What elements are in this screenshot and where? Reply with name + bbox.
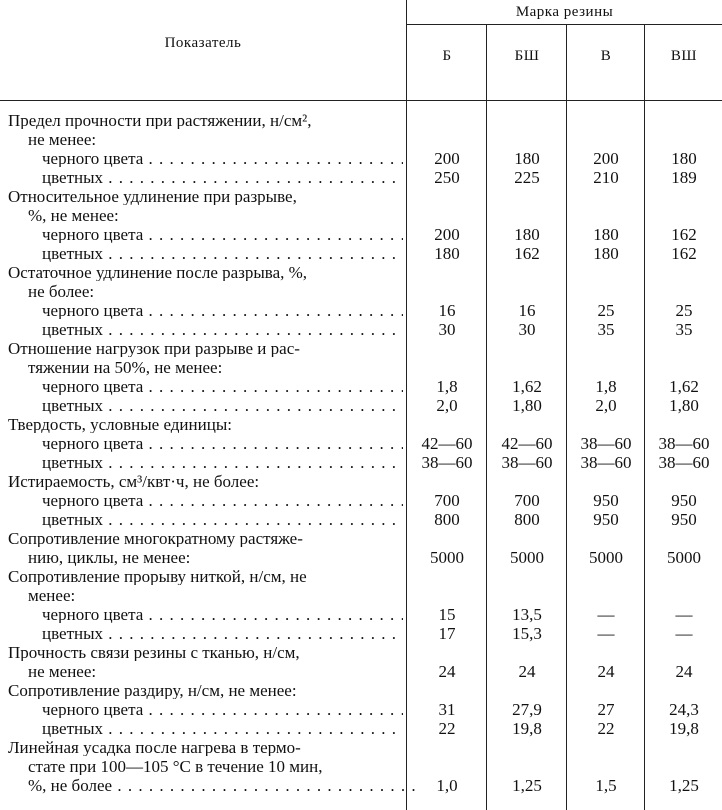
value-cell: — <box>675 624 693 643</box>
grade-group-header: Марка резины <box>515 4 614 20</box>
indicator-label-line: Линейная усадка после нагрева в термо- <box>8 739 301 756</box>
value-cell: 200 <box>434 225 460 244</box>
value-cell: 15 <box>438 605 456 624</box>
indicator-label <box>28 777 423 794</box>
sub-indicator-label <box>42 701 403 718</box>
value-cell: 19,8 <box>669 719 699 738</box>
indicator-label-line: не более: <box>28 283 95 300</box>
sub-indicator-text: черного цвета . . . <box>42 492 403 509</box>
value-cell: 27 <box>597 700 615 719</box>
sub-indicator-label <box>42 606 403 623</box>
indicator-label-line: не менее: <box>28 131 97 148</box>
indicator-label-line: нию, циклы, не менее: <box>28 549 191 566</box>
value-cell: 24 <box>438 662 456 681</box>
sub-indicator-text: цветных . . . <box>42 625 403 642</box>
indicator-label-line: Сопротивление прорыву ниткой, н/см, не <box>8 568 307 585</box>
indicator-label <box>28 663 423 680</box>
indicator-label <box>8 188 403 205</box>
indicator-label <box>8 644 403 661</box>
column-header-b: Б <box>442 48 452 64</box>
value-cell: 5000 <box>430 548 464 567</box>
value-cell: 25 <box>675 301 693 320</box>
value-cell: 38—60 <box>658 453 710 472</box>
column-divider <box>486 24 487 810</box>
sub-indicator-label <box>42 454 403 471</box>
value-cell: 35 <box>597 320 615 339</box>
value-cell: 162 <box>671 244 697 263</box>
value-cell: 950 <box>671 491 697 510</box>
sub-indicator-label <box>42 435 403 452</box>
sub-indicator-text: цветных . . . <box>42 720 403 737</box>
indicator-label-line: %, не более . . . <box>28 777 423 794</box>
sub-indicator-label <box>42 321 403 338</box>
indicator-label-line: Отношение нагрузок при разрыве и рас- <box>8 340 300 357</box>
value-cell: 30 <box>438 320 456 339</box>
value-cell: 225 <box>514 168 540 187</box>
value-cell: 24 <box>518 662 536 681</box>
value-cell: 1,0 <box>436 776 458 795</box>
value-cell: 24,3 <box>669 700 699 719</box>
indicator-label <box>28 131 423 148</box>
column-divider <box>406 0 407 810</box>
sub-indicator-label <box>42 625 403 642</box>
value-cell: 38—60 <box>421 453 473 472</box>
indicator-label-line: Истираемость, см³/квт·ч, не более: <box>8 473 260 490</box>
value-cell: 38—60 <box>580 453 632 472</box>
value-cell: 162 <box>514 244 540 263</box>
value-cell: 35 <box>675 320 693 339</box>
indicator-label-line: Остаточное удлинение после разрыва, %, <box>8 264 308 281</box>
value-cell: 180 <box>671 149 697 168</box>
value-cell: 38—60 <box>580 434 632 453</box>
sub-indicator-text: черного цвета . . . <box>42 150 403 167</box>
header-bottom-rule <box>0 100 722 101</box>
sub-indicator-text: цветных . . . <box>42 397 403 414</box>
sub-indicator-label <box>42 150 403 167</box>
value-cell: 250 <box>434 168 460 187</box>
indicator-label-line: Прочность связи резины с тканью, н/см, <box>8 644 300 661</box>
value-cell: 22 <box>438 719 456 738</box>
indicator-label-line: менее: <box>28 587 76 604</box>
value-cell: 38—60 <box>501 453 553 472</box>
value-cell: 180 <box>514 149 540 168</box>
value-cell: 19,8 <box>512 719 542 738</box>
indicator-label <box>28 207 423 224</box>
value-cell: 180 <box>593 244 619 263</box>
indicator-label <box>28 359 423 376</box>
indicator-label-line: Сопротивление многократному растяже- <box>8 530 303 547</box>
value-cell: 13,5 <box>512 605 542 624</box>
value-cell: 800 <box>514 510 540 529</box>
value-cell: 1,8 <box>595 377 617 396</box>
value-cell: 42—60 <box>421 434 473 453</box>
value-cell: 38—60 <box>658 434 710 453</box>
sub-indicator-text: цветных . . . <box>42 321 403 338</box>
indicator-label-line: Предел прочности при растяжении, н/см², <box>8 112 312 129</box>
value-cell: 200 <box>434 149 460 168</box>
indicator-label <box>8 264 403 281</box>
value-cell: 27,9 <box>512 700 542 719</box>
value-cell: 180 <box>514 225 540 244</box>
sub-indicator-label <box>42 378 403 395</box>
value-cell: 5000 <box>589 548 623 567</box>
indicator-label-line: Твердость, условные единицы: <box>8 416 232 433</box>
value-cell: 162 <box>671 225 697 244</box>
value-cell: 800 <box>434 510 460 529</box>
sub-indicator-text: черного цвета . . . <box>42 302 403 319</box>
sub-indicator-text: черного цвета . . . <box>42 378 403 395</box>
value-cell: 2,0 <box>595 396 617 415</box>
column-header-bsh: БШ <box>514 48 540 64</box>
indicator-label-line: Сопротивление раздиру, н/см, не менее: <box>8 682 297 699</box>
value-cell: 16 <box>438 301 456 320</box>
value-cell: 31 <box>438 700 456 719</box>
header-divider <box>407 24 722 25</box>
value-cell: 24 <box>675 662 693 681</box>
value-cell: 950 <box>593 491 619 510</box>
value-cell: 17 <box>438 624 456 643</box>
sub-indicator-label <box>42 302 403 319</box>
value-cell: 210 <box>593 168 619 187</box>
value-cell: 1,25 <box>669 776 699 795</box>
sub-indicator-label <box>42 226 403 243</box>
indicator-label <box>8 682 403 699</box>
value-cell: — <box>597 624 615 643</box>
indicator-label <box>8 739 403 756</box>
indicator-label <box>8 473 403 490</box>
sub-indicator-text: черного цвета . . . <box>42 606 403 623</box>
value-cell: 1,62 <box>512 377 542 396</box>
value-cell: 950 <box>593 510 619 529</box>
value-cell: 1,80 <box>669 396 699 415</box>
value-cell: 15,3 <box>512 624 542 643</box>
value-cell: 1,8 <box>436 377 458 396</box>
sub-indicator-text: цветных . . . <box>42 169 403 186</box>
sub-indicator-label <box>42 720 403 737</box>
indicator-label <box>28 549 423 566</box>
value-cell: 1,80 <box>512 396 542 415</box>
value-cell: — <box>675 605 693 624</box>
value-cell: 25 <box>597 301 615 320</box>
sub-indicator-text: цветных . . . <box>42 511 403 528</box>
value-cell: 1,5 <box>595 776 617 795</box>
sub-indicator-label <box>42 169 403 186</box>
sub-indicator-text: цветных . . . <box>42 454 403 471</box>
indicator-label <box>8 530 403 547</box>
value-cell: 30 <box>518 320 536 339</box>
indicator-header: Показатель <box>164 35 242 51</box>
value-cell: 5000 <box>510 548 544 567</box>
sub-indicator-label <box>42 511 403 528</box>
indicator-label <box>28 587 423 604</box>
sub-indicator-label <box>42 397 403 414</box>
indicator-label <box>8 568 403 585</box>
value-cell: 5000 <box>667 548 701 567</box>
value-cell: 1,25 <box>512 776 542 795</box>
indicator-label <box>28 758 423 775</box>
value-cell: 42—60 <box>501 434 553 453</box>
value-cell: 1,62 <box>669 377 699 396</box>
column-header-vsh: ВШ <box>670 48 698 64</box>
value-cell: 2,0 <box>436 396 458 415</box>
column-divider <box>644 24 645 810</box>
value-cell: 22 <box>597 719 615 738</box>
sub-indicator-text: цветных . . . <box>42 245 403 262</box>
value-cell: 24 <box>597 662 615 681</box>
value-cell: 189 <box>671 168 697 187</box>
sub-indicator-text: черного цвета . . . <box>42 701 403 718</box>
value-cell: 200 <box>593 149 619 168</box>
sub-indicator-label <box>42 245 403 262</box>
indicator-label-line: Относительное удлинение при разрыве, <box>8 188 297 205</box>
value-cell: 700 <box>434 491 460 510</box>
indicator-label <box>8 112 403 129</box>
column-divider <box>566 24 567 810</box>
sub-indicator-text: черного цвета . . . <box>42 435 403 452</box>
value-cell: — <box>597 605 615 624</box>
sub-indicator-label <box>42 492 403 509</box>
value-cell: 180 <box>593 225 619 244</box>
value-cell: 180 <box>434 244 460 263</box>
indicator-label <box>8 416 403 433</box>
indicator-label <box>28 283 423 300</box>
value-cell: 16 <box>518 301 536 320</box>
indicator-label-line: %, не менее: <box>28 207 119 224</box>
indicator-label-line: стате при 100—105 °С в течение 10 мин, <box>28 758 323 775</box>
column-header-v: В <box>600 48 612 64</box>
indicator-label <box>8 340 403 357</box>
indicator-label-line: тяжении на 50%, не менее: <box>28 359 223 376</box>
value-cell: 950 <box>671 510 697 529</box>
sub-indicator-text: черного цвета . . . <box>42 226 403 243</box>
indicator-label-line: не менее: <box>28 663 97 680</box>
value-cell: 700 <box>514 491 540 510</box>
